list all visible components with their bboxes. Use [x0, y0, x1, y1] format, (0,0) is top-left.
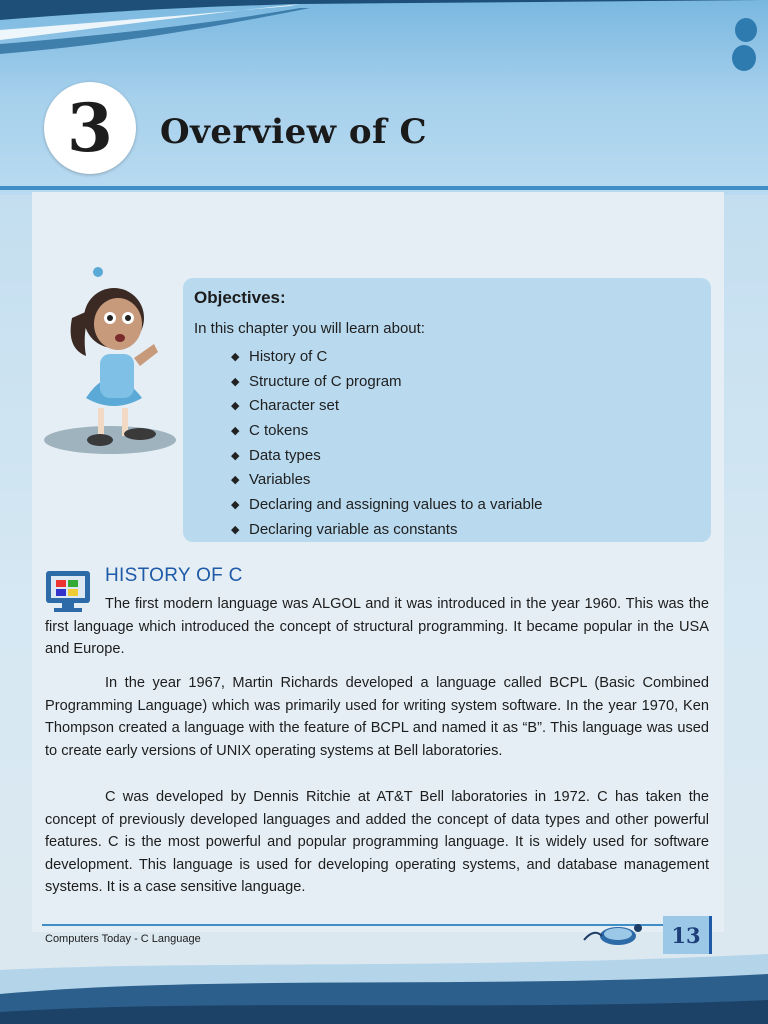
list-item: ◆ Data types — [231, 446, 321, 464]
objectives-intro: In this chapter you will learn about: — [194, 320, 425, 337]
diamond-bullet-icon: ◆ — [231, 498, 240, 511]
list-item: ◆ Declaring and assigning values to a variable — [231, 495, 543, 513]
history-paragraph-1: The first modern language was ALGOL and it was introduced in the year 1960. This was the first language which introduced the concept of structural programming. It became popular in the USA and Europe. — [45, 596, 709, 657]
history-paragraph-2: In the year 1967, Martin Richards developed a language called BCPL (Basic Combined Programming Language) which was primarily used for writing system software. In the year 1970, Ken Thompson created a language with the feature of BCPL and named it as “B”. This language was used to create early versions of UNIX operating systems at Bell laboratories. — [45, 675, 709, 759]
section-heading-history: HISTORY OF C — [105, 565, 243, 586]
objectives-heading: Objectives: — [194, 288, 286, 307]
chapter-number-badge — [44, 82, 136, 174]
list-item: ◆ History of C — [231, 347, 328, 365]
history-paragraph-3: C was developed by Dennis Ritchie at AT&T Bell laboratories in 1972. C has taken the concept of previously developed languages and added the concept of data types and other powerful features. C is the most powerful and popular programming language. It is widely used for software development. This language is used for developing operating systems, and database management systems. It is a case sensitive language. — [45, 789, 709, 895]
chapter-number: 3 — [67, 89, 113, 167]
list-item: ◆ Declaring variable as constants — [231, 520, 458, 538]
page-number-box — [663, 916, 712, 954]
page-number: 13 — [671, 922, 701, 948]
diamond-bullet-icon: ◆ — [231, 350, 240, 363]
list-item: ◆ Structure of C program — [231, 372, 402, 390]
diamond-bullet-icon: ◆ — [231, 400, 240, 413]
objectives-list — [231, 344, 543, 542]
book-title: Computers Today - C Language — [45, 933, 201, 945]
corner-decoration — [730, 14, 760, 74]
diamond-bullet-icon: ◆ — [231, 523, 240, 536]
top-swoosh-decoration — [0, 0, 768, 60]
list-item: ◆ Variables — [231, 471, 311, 489]
mouse-illustration-icon — [580, 918, 650, 948]
diamond-bullet-icon: ◆ — [231, 474, 240, 487]
diamond-bullet-icon: ◆ — [231, 449, 240, 462]
list-item: ◆ Character set — [231, 397, 340, 415]
chapter-title: Overview of C — [160, 112, 428, 152]
diamond-bullet-icon: ◆ — [231, 375, 240, 388]
header-divider — [0, 186, 768, 190]
diamond-bullet-icon: ◆ — [231, 424, 240, 437]
girl-illustration-icon — [42, 258, 182, 458]
list-item: ◆ C tokens — [231, 421, 309, 439]
bottom-swoosh-decoration — [0, 950, 768, 1024]
